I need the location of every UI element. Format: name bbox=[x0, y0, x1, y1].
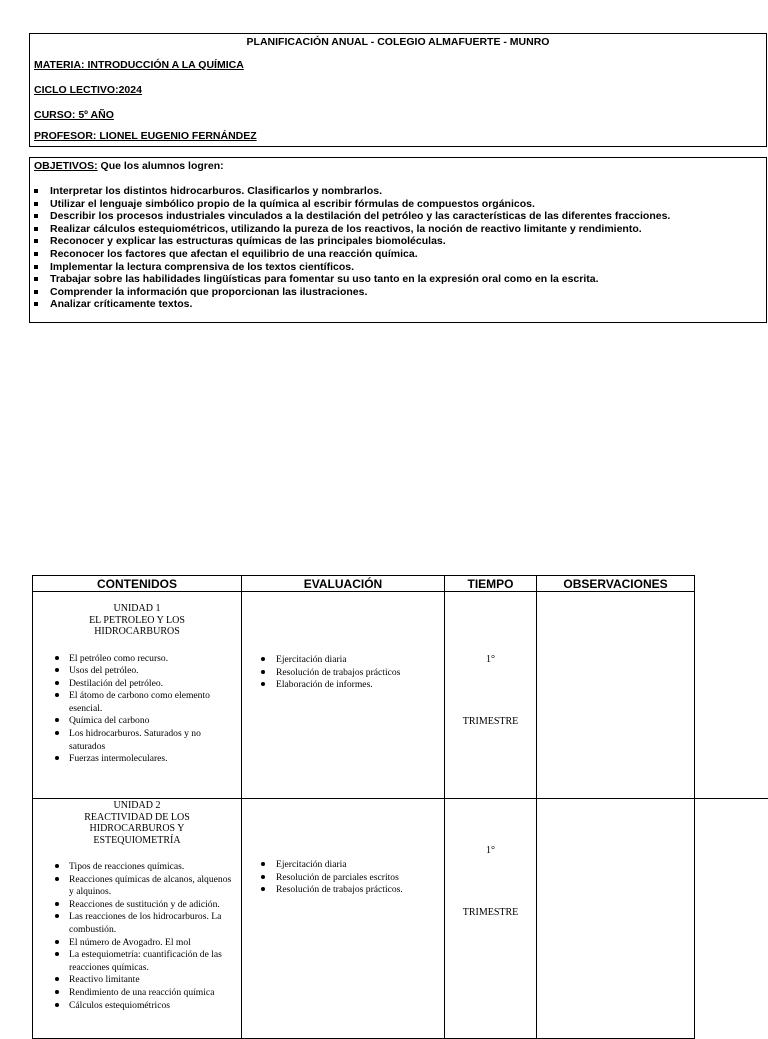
list-item bbox=[33, 665, 241, 678]
square-bullet-icon bbox=[34, 227, 38, 231]
list-item bbox=[242, 679, 444, 692]
objective-text: Analizar críticamente textos. bbox=[50, 298, 193, 311]
list-item-text: Los hidrocarburos. Saturados y no saturados bbox=[69, 728, 201, 752]
table-header-row bbox=[33, 576, 695, 592]
objective-text: Reconocer los factores que afectan el equilibrio de una reacción química. bbox=[50, 247, 418, 260]
bullet-icon bbox=[261, 887, 265, 891]
table-row bbox=[33, 592, 695, 799]
bullet-icon bbox=[55, 940, 59, 944]
list-item-text: Cálculos estequiométricos bbox=[69, 999, 170, 1011]
subject-line: MATERIA: INTRODUCCIÓN A LA QUÍMICA bbox=[34, 59, 244, 71]
bullet-icon bbox=[55, 1003, 59, 1007]
list-item-text: Ejercitación diaria bbox=[276, 859, 347, 870]
list-item bbox=[33, 690, 241, 715]
square-bullet-icon bbox=[34, 277, 38, 281]
header-tiempo: TIEMPO bbox=[445, 576, 537, 592]
divider-line bbox=[694, 798, 768, 799]
bullet-icon bbox=[55, 668, 59, 672]
list-item-text: Ejercitación diaria bbox=[276, 654, 347, 665]
bullet-icon bbox=[55, 864, 59, 868]
evaluation-cell bbox=[242, 592, 445, 799]
unit-title-line: ESTEQUIOMETRÍA bbox=[93, 834, 181, 846]
objective-text: Describir los procesos industriales vinculados a la destilación del petróleo y las características de las diferentes fracciones. bbox=[50, 210, 671, 223]
objectives-intro: Que los alumnos logren: bbox=[97, 160, 224, 172]
list-item bbox=[33, 987, 241, 1000]
list-item-text: Reactivo limitante bbox=[69, 974, 140, 986]
unit-title-line: HIDROCARBUROS bbox=[94, 626, 180, 637]
list-item bbox=[33, 937, 241, 950]
bullet-icon bbox=[55, 877, 59, 881]
list-item-text: Rendimiento de una reacción química bbox=[69, 986, 215, 998]
unit-number: UNIDAD 2 bbox=[113, 800, 161, 811]
list-item-text: Usos del petróleo. bbox=[69, 665, 139, 677]
bullet-icon bbox=[261, 657, 265, 661]
list-item-text: Destilación del petróleo. bbox=[69, 677, 164, 689]
bullet-icon bbox=[55, 656, 59, 660]
list-item bbox=[33, 874, 241, 899]
objective-item bbox=[34, 210, 670, 223]
objective-item bbox=[34, 261, 670, 274]
list-item-text: Las reacciones de los hidrocarburos. La combustión. bbox=[69, 911, 222, 935]
list-item-text: El átomo de carbono como elemento esencial. bbox=[69, 690, 210, 714]
objective-item bbox=[34, 248, 670, 261]
header-contenidos: CONTENIDOS bbox=[33, 576, 242, 592]
evaluation-list bbox=[242, 654, 444, 692]
observations-cell bbox=[537, 592, 695, 799]
list-item bbox=[33, 728, 241, 753]
teacher-line: PROFESOR: LIONEL EUGENIO FERNÁNDEZ bbox=[34, 130, 257, 142]
list-item-text: La estequiometría: cuantificación de las reacciones químicas. bbox=[69, 949, 222, 973]
contents-list bbox=[33, 653, 241, 766]
square-bullet-icon bbox=[34, 302, 38, 306]
objectives-label: OBJETIVOS: bbox=[34, 160, 98, 172]
time-cell bbox=[445, 592, 537, 799]
bullet-icon bbox=[55, 718, 59, 722]
bullet-icon bbox=[55, 681, 59, 685]
square-bullet-icon bbox=[34, 265, 38, 269]
course-line: CURSO: 5º AÑO bbox=[34, 109, 114, 121]
list-item bbox=[242, 667, 444, 680]
objective-item bbox=[34, 223, 670, 236]
table-row bbox=[33, 799, 695, 1039]
bullet-icon bbox=[55, 977, 59, 981]
list-item bbox=[33, 715, 241, 728]
objective-text: Realizar cálculos estequiométricos, utilizando la pureza de los reactivos, la noción de reactivo limitante y rendimiento. bbox=[50, 222, 642, 235]
unit-title bbox=[33, 800, 241, 846]
list-item-text: Tipos de reacciones químicas. bbox=[69, 861, 185, 872]
list-item bbox=[33, 899, 241, 912]
objective-item bbox=[34, 235, 670, 248]
document-title: PLANIFICACIÓN ANUAL - COLEGIO ALMAFUERTE - MUNRO bbox=[246, 36, 550, 48]
plan-table bbox=[32, 575, 695, 1039]
contents-list bbox=[33, 861, 241, 1012]
list-item-text: Resolución de trabajos prácticos bbox=[276, 666, 401, 678]
unit-title-line: EL PETROLEO Y LOS bbox=[89, 614, 185, 626]
objective-text: Reconocer y explicar las estructuras químicas de las principales biomoléculas. bbox=[50, 235, 446, 248]
bullet-icon bbox=[261, 862, 265, 866]
list-item bbox=[242, 859, 444, 872]
list-item bbox=[242, 654, 444, 667]
unit-title-line: HIDROCARBUROS Y bbox=[89, 823, 185, 834]
objectives-box bbox=[29, 157, 767, 323]
list-item-text: Reacciones químicas de alcanos, alquenos y alquinos. bbox=[69, 873, 232, 898]
header-evaluacion: EVALUACIÓN bbox=[242, 576, 445, 592]
time-cell bbox=[445, 799, 537, 1039]
square-bullet-icon bbox=[34, 239, 38, 243]
objective-text: Interpretar los distintos hidrocarburos. Clasificarlos y nombrarlos. bbox=[50, 185, 382, 197]
list-item-text: Elaboración de informes. bbox=[276, 679, 373, 691]
school-year-line: CICLO LECTIVO:2024 bbox=[34, 84, 142, 96]
evaluation-list bbox=[242, 859, 444, 897]
header-observaciones: OBSERVACIONES bbox=[537, 576, 695, 592]
bullet-icon bbox=[55, 902, 59, 906]
objective-text: Trabajar sobre las habilidades lingüísticas para fomentar su uso tanto en la expresión oral como en la escrita. bbox=[50, 273, 599, 286]
bullet-icon bbox=[261, 875, 265, 879]
bullet-icon bbox=[261, 682, 265, 686]
term-label: TRIMESTRE bbox=[462, 907, 519, 918]
square-bullet-icon bbox=[34, 252, 38, 256]
objective-text: Comprender la información que proporcionan las ilustraciones. bbox=[50, 285, 368, 298]
list-item bbox=[33, 911, 241, 936]
header-box bbox=[29, 33, 767, 147]
objective-item bbox=[34, 185, 670, 198]
bullet-icon bbox=[55, 731, 59, 735]
evaluation-cell bbox=[242, 799, 445, 1039]
objective-item bbox=[34, 273, 670, 286]
unit-title-line: REACTIVIDAD DE LOS bbox=[84, 811, 190, 823]
list-item-text: El número de Avogadro. El mol bbox=[69, 936, 191, 948]
objectives-list bbox=[34, 185, 670, 311]
term-number: 1° bbox=[486, 845, 495, 856]
list-item bbox=[33, 861, 241, 874]
list-item bbox=[33, 1000, 241, 1013]
unit-number: UNIDAD 1 bbox=[113, 603, 161, 614]
bullet-icon bbox=[55, 914, 59, 918]
objective-text: Implementar la lectura comprensiva de los textos científicos. bbox=[50, 260, 355, 273]
bullet-icon bbox=[55, 952, 59, 956]
square-bullet-icon bbox=[34, 189, 38, 193]
list-item bbox=[33, 753, 241, 766]
observations-cell bbox=[537, 799, 695, 1039]
objective-item bbox=[34, 298, 670, 311]
unit-title bbox=[33, 603, 241, 638]
square-bullet-icon bbox=[34, 214, 38, 218]
bullet-icon bbox=[55, 756, 59, 760]
square-bullet-icon bbox=[34, 202, 38, 206]
list-item bbox=[33, 653, 241, 666]
square-bullet-icon bbox=[34, 290, 38, 294]
list-item-text: Resolución de trabajos prácticos. bbox=[276, 884, 403, 896]
list-item bbox=[242, 884, 444, 897]
list-item bbox=[33, 974, 241, 987]
list-item bbox=[33, 678, 241, 691]
objective-text: Utilizar el lenguaje simbólico propio de la química al escribir fórmulas de compuestos orgánicos. bbox=[50, 197, 535, 210]
term-number: 1° bbox=[486, 654, 495, 665]
list-item-text: Química del carbono bbox=[69, 715, 150, 727]
list-item bbox=[242, 872, 444, 885]
bullet-icon bbox=[55, 693, 59, 697]
list-item-text: El petróleo como recurso. bbox=[69, 652, 169, 664]
bullet-icon bbox=[55, 990, 59, 994]
term-label: TRIMESTRE bbox=[462, 716, 519, 727]
contents-cell bbox=[33, 799, 242, 1039]
objective-item bbox=[34, 198, 670, 211]
contents-cell bbox=[33, 592, 242, 799]
list-item-text: Reacciones de sustitución y de adición. bbox=[69, 898, 220, 910]
bullet-icon bbox=[261, 670, 265, 674]
objectives-heading bbox=[34, 160, 224, 173]
list-item bbox=[33, 949, 241, 974]
list-item-text: Fuerzas intermoleculares. bbox=[69, 753, 168, 765]
list-item-text: Resolución de parciales escritos bbox=[276, 871, 399, 883]
objective-item bbox=[34, 286, 670, 299]
